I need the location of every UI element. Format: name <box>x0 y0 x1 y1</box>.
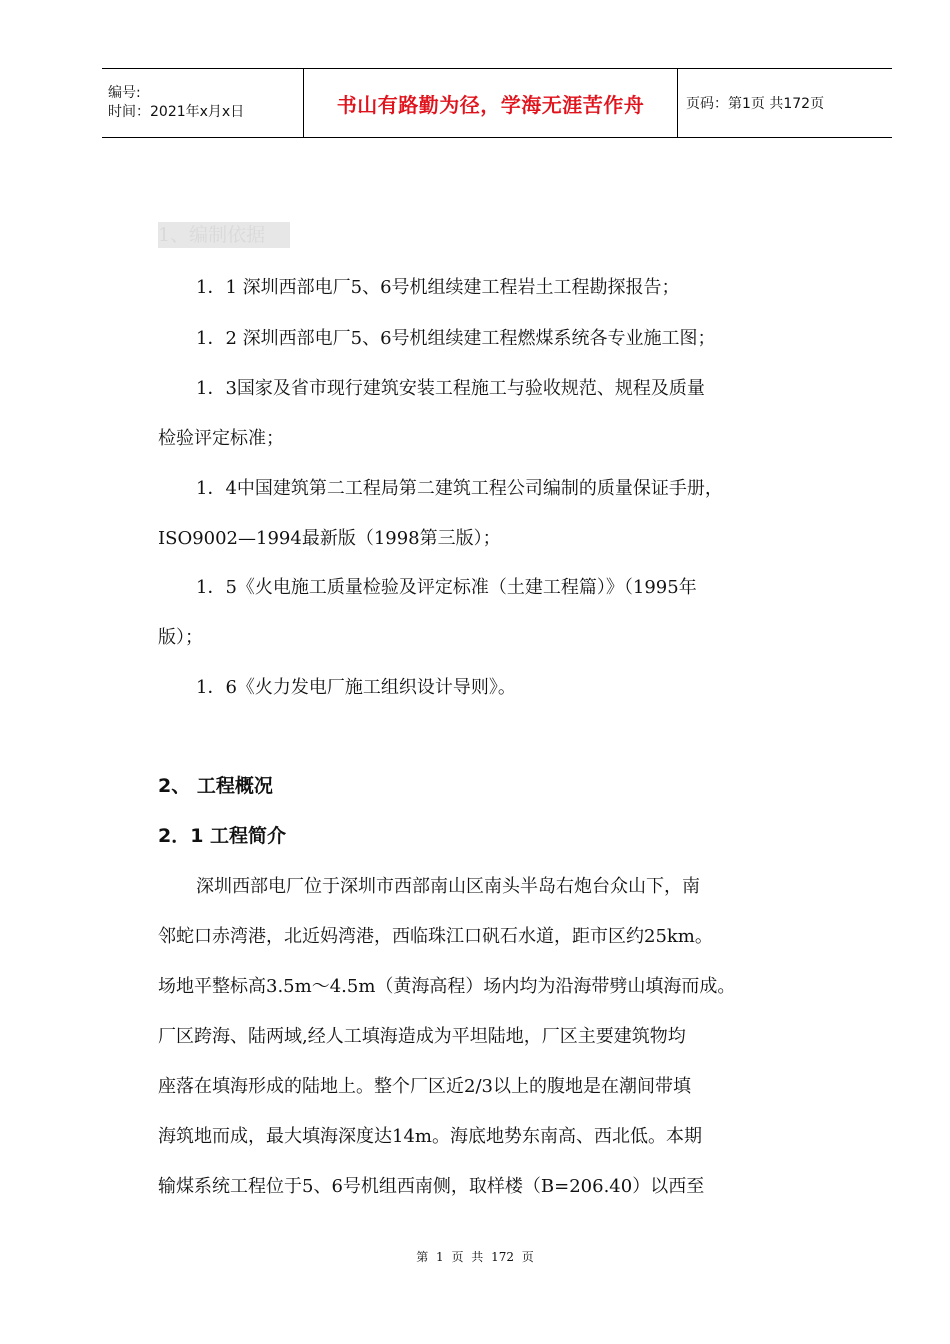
basis-item-4: 1．4中国建筑第二工程局第二建筑工程公司编制的质量保证手册， <box>196 478 723 499</box>
overview-line-1: 深圳西部电厂位于深圳市西部南山区南头半岛右炮台众山下，南 <box>196 876 700 897</box>
header-motto <box>304 69 678 137</box>
overview-line-6: 海筑地而成，最大填海深度达14m。海底地势东南高、西北低。本期 <box>158 1126 702 1147</box>
overview-line-7: 输煤系统工程位于5、6号机组西南侧，取样楼（B=206.40）以西至 <box>158 1176 705 1197</box>
document-date: 时间：2021年x月x日 <box>108 104 245 120</box>
overview-line-3: 场地平整标高3.5m～4.5m（黄海高程）场内均为沿海带劈山填海而成。 <box>158 976 736 997</box>
header-meta <box>102 69 304 137</box>
basis-item-3-cont: 检验评定标准； <box>158 428 284 449</box>
basis-item-3: 1．3国家及省市现行建筑安装工程施工与验收规范、规程及质量 <box>196 378 705 399</box>
basis-item-6: 1．6《火力发电厂施工组织设计导则》。 <box>196 677 516 698</box>
page-header <box>102 68 892 138</box>
document-number-label: 编号: <box>108 85 141 101</box>
motto-text: 书山有路勤为径，学海无涯苦作舟 <box>336 92 645 117</box>
basis-item-5: 1．5《火电施工质量检验及评定标准（土建工程篇）》（1995年 <box>196 577 697 598</box>
page-footer: 第 1 页 共 172 页 <box>416 1250 534 1264</box>
section-1-title: 1、编制依据 <box>158 222 290 248</box>
overview-line-4: 厂区跨海、陆两域,经人工填海造成为平坦陆地，厂区主要建筑物均 <box>158 1026 686 1047</box>
basis-item-5-cont: 版）； <box>158 627 203 648</box>
basis-item-2: 1．2 深圳西部电厂5、6号机组续建工程燃煤系统各专业施工图； <box>196 328 716 349</box>
overview-line-5: 座落在填海形成的陆地上。整个厂区近2/3以上的腹地是在潮间带填 <box>158 1076 691 1097</box>
section-2-1-title: 2．1 工程简介 <box>158 825 287 847</box>
basis-item-4-cont: ISO9002—1994最新版（1998第三版）； <box>158 528 501 549</box>
section-2-title: 2、 工程概况 <box>158 775 273 797</box>
overview-line-2: 邻蛇口赤湾港，北近妈湾港，西临珠江口矾石水道，距市区约25km。 <box>158 926 713 947</box>
page-info-text: 页码：第1页 共172页 <box>686 96 825 112</box>
header-page-info <box>678 69 892 137</box>
basis-item-1: 1．1 深圳西部电厂5、6号机组续建工程岩土工程勘探报告； <box>196 277 680 298</box>
